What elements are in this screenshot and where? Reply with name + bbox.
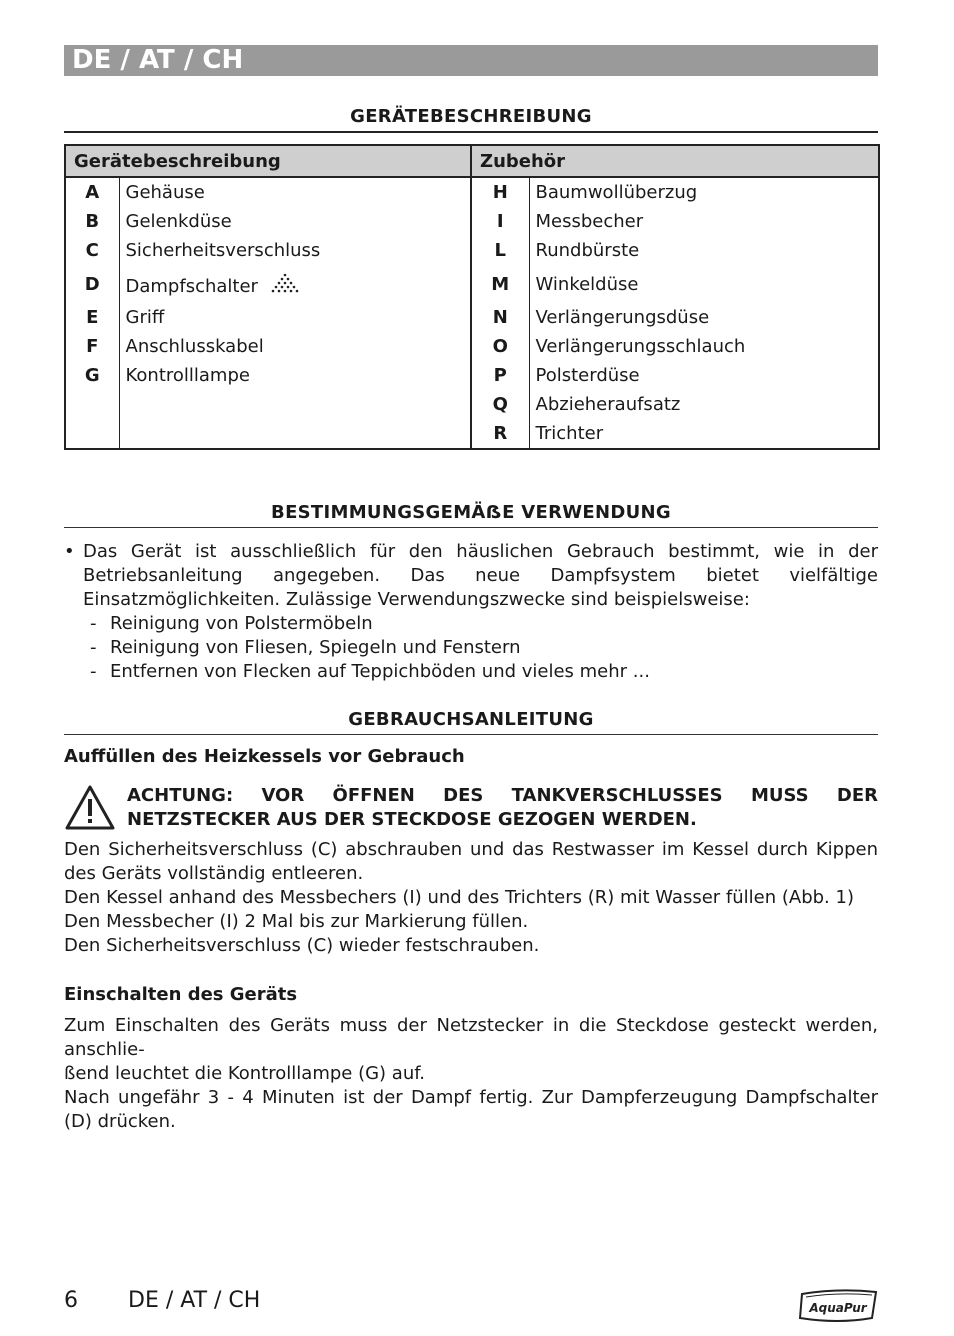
header-region: DE / AT / CH bbox=[72, 45, 244, 75]
warning-block bbox=[64, 784, 878, 834]
part-code: C bbox=[65, 236, 119, 265]
part-label-with-icon bbox=[119, 265, 471, 303]
part-code: F bbox=[65, 332, 119, 361]
table-row bbox=[65, 419, 879, 449]
paragraph: Den Sicherheitsverschluss (C) abschrauben und das Restwasser im Kessel durch Kippen des Geräts vollständig entleeren. bbox=[64, 839, 878, 884]
accessory-label: Winkeldüse bbox=[535, 273, 639, 295]
part-code: G bbox=[65, 361, 119, 390]
dash-marker: - bbox=[90, 637, 97, 658]
warning-line-1: ACHTUNG: VOR ÖFFNEN DES TANKVERSCHLUSSES MUSS DER bbox=[127, 785, 878, 806]
list-item bbox=[64, 612, 878, 636]
part-code bbox=[65, 419, 119, 449]
accessory-label: Trichter bbox=[535, 423, 604, 444]
table-header-row bbox=[65, 145, 879, 177]
accessory-label: Polsterdüse bbox=[535, 365, 640, 386]
table-row bbox=[65, 361, 879, 390]
table-row bbox=[65, 303, 879, 332]
part-label: Gehäuse bbox=[119, 177, 471, 207]
paragraph-line: ßend leuchtet die Kontrolllampe (G) auf. bbox=[64, 1063, 425, 1084]
filling-instructions bbox=[64, 838, 878, 958]
paragraph: Den Sicherheitsverschluss (C) wieder festschrauben. bbox=[64, 935, 540, 956]
part-label: Dampfschalter bbox=[125, 275, 258, 297]
accessory-label: Verlängerungsdüse bbox=[535, 307, 710, 328]
page-number: 6 bbox=[64, 1288, 78, 1313]
dash-marker: - bbox=[90, 661, 97, 682]
paragraph: Den Messbecher (I) 2 Mal bis zur Markierung füllen. bbox=[64, 911, 529, 932]
part-label: Anschlusskabel bbox=[119, 332, 471, 361]
warning-line-2: NETZSTECKER AUS DER STECKDOSE GEZOGEN WERDEN. bbox=[127, 809, 697, 830]
list-item bbox=[64, 636, 878, 660]
section-title-verwendung: BESTIMMUNGSGEMÄẞE VERWENDUNG bbox=[64, 502, 878, 528]
warning-text bbox=[127, 784, 878, 832]
part-label: Kontrolllampe bbox=[119, 361, 471, 390]
part-code: E bbox=[65, 303, 119, 332]
aquapur-logo bbox=[798, 1288, 880, 1324]
steam-icon bbox=[270, 272, 300, 294]
paragraph: Nach ungefähr 3 - 4 Minuten ist der Dampf fertig. Zur Dampferzeugung Dampfschalter (D) drücken. bbox=[64, 1087, 878, 1132]
part-code bbox=[65, 390, 119, 419]
table-header-geraetebeschreibung: Gerätebeschreibung bbox=[65, 145, 471, 177]
dash-marker: - bbox=[90, 613, 97, 634]
subtitle-heizkessel: Auffüllen des Heizkessels vor Gebrauch bbox=[64, 746, 465, 767]
accessory-code: P bbox=[471, 361, 529, 390]
list-item bbox=[64, 660, 878, 684]
table-row bbox=[65, 207, 879, 236]
table-row bbox=[65, 236, 879, 265]
table-row bbox=[65, 332, 879, 361]
table-row bbox=[65, 265, 879, 303]
part-code: B bbox=[65, 207, 119, 236]
list-item-text: Entfernen von Flecken auf Teppichböden und vieles mehr ... bbox=[110, 661, 650, 682]
subtitle-einschalten: Einschalten des Geräts bbox=[64, 984, 298, 1005]
part-label: Sicherheitsverschluss bbox=[119, 236, 471, 265]
switch-on-instructions bbox=[64, 1014, 878, 1134]
part-code: A bbox=[65, 177, 119, 207]
paragraph: Den Kessel anhand des Messbechers (I) und des Trichters (R) mit Wasser füllen (Abb. 1) bbox=[64, 887, 854, 908]
accessory-code: H bbox=[471, 177, 529, 207]
footer-region: DE / AT / CH bbox=[128, 1288, 261, 1313]
accessory-label: Verlängerungsschlauch bbox=[535, 336, 746, 357]
section-title-gebrauchsanleitung: GEBRAUCHSANLEITUNG bbox=[64, 709, 878, 735]
page-header-bar bbox=[64, 45, 878, 76]
table-row bbox=[65, 177, 879, 207]
accessory-code: L bbox=[471, 236, 529, 265]
svg-text:AquaPur: AquaPur bbox=[809, 1301, 867, 1315]
accessory-code: Q bbox=[471, 390, 529, 419]
table-row bbox=[65, 390, 879, 419]
accessory-label: Messbecher bbox=[535, 211, 644, 232]
accessory-code: N bbox=[471, 303, 529, 332]
accessory-code: I bbox=[471, 207, 529, 236]
accessory-code: M bbox=[471, 265, 529, 303]
paragraph-line: Zum Einschalten des Geräts muss der Netzstecker in die Steckdose gesteckt werden, anschlie- bbox=[64, 1015, 878, 1060]
accessory-label: Abzieheraufsatz bbox=[535, 394, 681, 415]
table-header-zubehoer: Zubehör bbox=[471, 145, 879, 177]
part-label bbox=[119, 419, 471, 449]
part-label: Gelenkdüse bbox=[119, 207, 471, 236]
bullet-marker: • bbox=[64, 541, 75, 562]
parts-table bbox=[64, 144, 880, 450]
accessory-code: R bbox=[471, 419, 529, 449]
warning-triangle-icon bbox=[64, 784, 116, 832]
part-label: Griff bbox=[119, 303, 471, 332]
accessory-code: O bbox=[471, 332, 529, 361]
accessory-label: Baumwollüberzug bbox=[535, 182, 698, 203]
accessory-label: Rundbürste bbox=[535, 240, 640, 261]
usage-paragraph: Das Gerät ist ausschließlich für den häuslichen Gebrauch bestimmt, wie in der Betriebsanleitung angegeben. Das neue Dampfsystem bietet vielfältige Einsatzmöglichkeiten. Zulässige Verwendungszwecke sind beispielsweise: bbox=[83, 541, 878, 610]
list-item-text: Reinigung von Fliesen, Spiegeln und Fenstern bbox=[110, 637, 521, 658]
usage-section bbox=[64, 540, 878, 684]
section-title-geraetebeschreibung: GERÄTEBESCHREIBUNG bbox=[64, 106, 878, 133]
list-item-text: Reinigung von Polstermöbeln bbox=[110, 613, 373, 634]
usage-bullet bbox=[64, 540, 878, 612]
part-label bbox=[119, 390, 471, 419]
part-code: D bbox=[65, 265, 119, 303]
